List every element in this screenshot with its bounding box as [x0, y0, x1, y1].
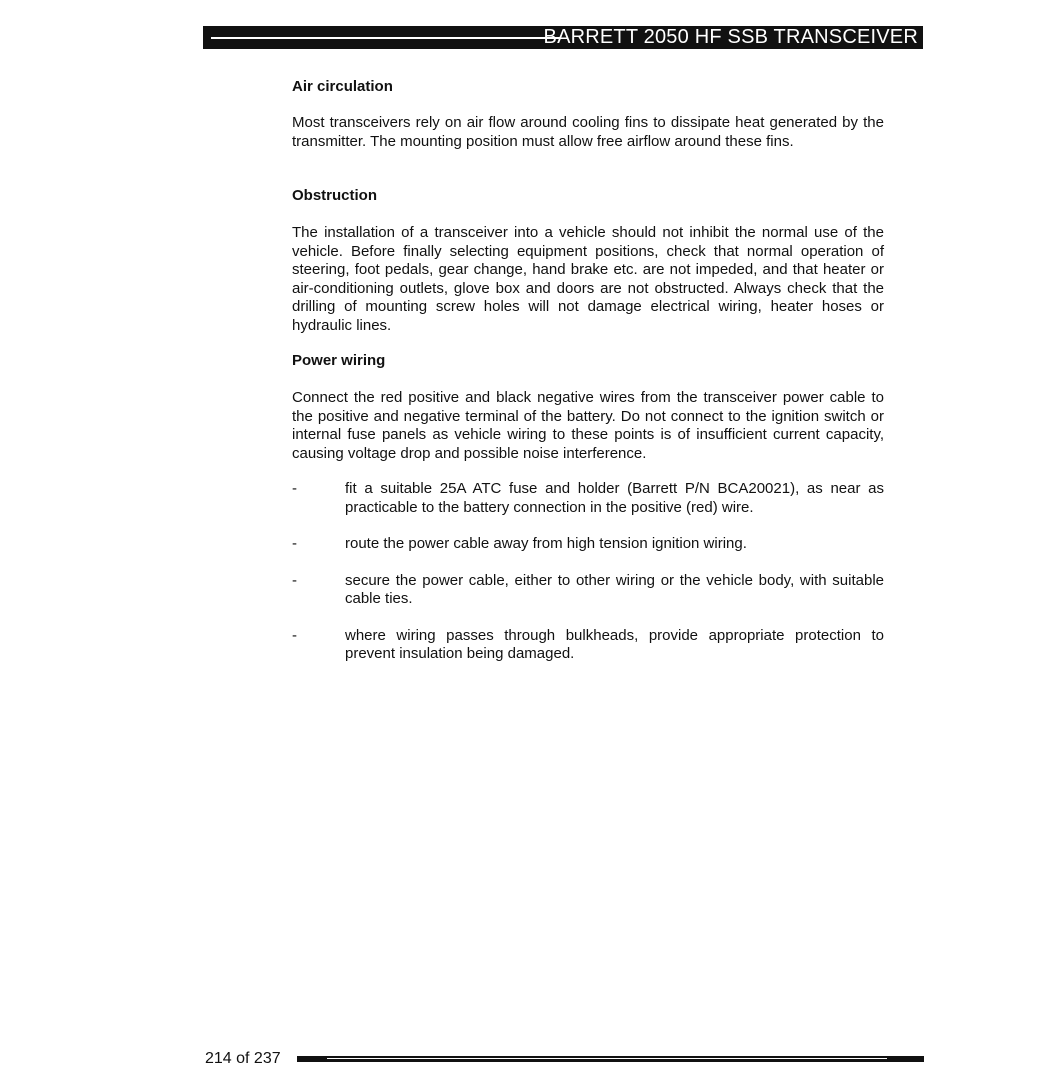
paragraph-obstruction: The installation of a transceiver into a vehicle should not inhibit the normal use of the vehicle. Before finally selecting equipment positions, check that normal operation of steering, foot pedals, gear change, hand brake etc. are not impeded, and that heater or air-conditioning outlets, glove box and doors are not obstructed. Always check that the drilling of mounting screw holes will not damage electrical wiring, heater hoses or hydraulic lines. — [292, 224, 884, 334]
page-content — [292, 77, 884, 664]
bullet-dash: - — [292, 480, 297, 497]
paragraph-air-circulation: Most transceivers rely on air flow around cooling fins to dissipate heat generated by the transmitter. The mounting position must allow free airflow around these fins. — [292, 114, 884, 150]
bullet-dash: - — [292, 535, 297, 552]
bullet-dash: - — [292, 626, 297, 644]
list-item-text: fit a suitable 25A ATC fuse and holder (Barrett P/N BCA20021), as near as practicable to the battery connection in the positive (red) wire. — [345, 480, 884, 516]
list-item-text: secure the power cable, either to other wiring or the vehicle body, with suitable cable ties. — [345, 571, 884, 607]
list-item — [292, 480, 884, 517]
power-wiring-list — [292, 480, 884, 664]
footer-rule-thin — [327, 1058, 887, 1059]
list-item-text: where wiring passes through bulkheads, provide appropriate protection to prevent insulation being damaged. — [345, 626, 884, 662]
header-rule — [211, 37, 561, 39]
list-item — [292, 535, 884, 554]
list-item — [292, 572, 884, 609]
document-title: BARRETT 2050 HF SSB TRANSCEIVER — [543, 26, 918, 48]
header-bar — [203, 26, 923, 49]
footer-rule-thick — [297, 1056, 924, 1062]
list-item-text: route the power cable away from high tension ignition wiring. — [345, 535, 747, 552]
heading-obstruction: Obstruction — [292, 187, 377, 204]
footer-bar — [297, 1054, 924, 1064]
bullet-dash: - — [292, 571, 297, 589]
paragraph-power-wiring: Connect the red positive and black negative wires from the transceiver power cable to the positive and negative terminal of the battery. Do not connect to the ignition switch or internal fuse panels as vehicle wiring to these points is of insufficient current capacity, causing voltage drop and possible noise interference. — [292, 389, 884, 462]
heading-air-circulation: Air circulation — [292, 78, 393, 95]
heading-power-wiring: Power wiring — [292, 352, 386, 369]
page-number: 214 of 237 — [205, 1050, 281, 1067]
list-item — [292, 627, 884, 664]
